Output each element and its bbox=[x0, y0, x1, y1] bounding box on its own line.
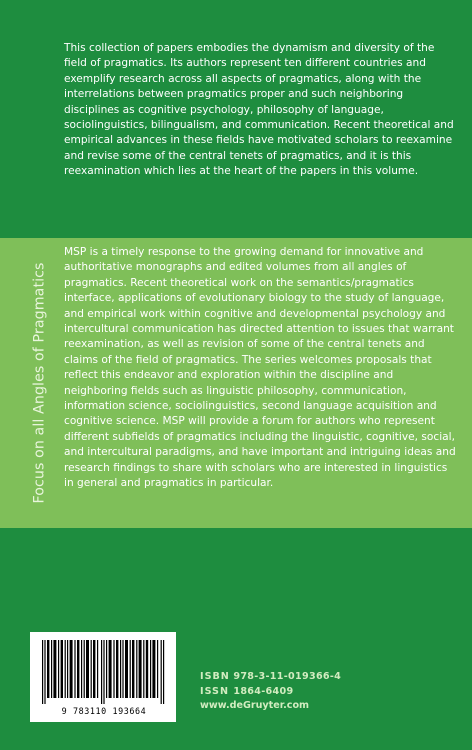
issn-label: ISSN bbox=[200, 685, 229, 697]
book-description bbox=[64, 41, 454, 180]
issn-value: 1864-6409 bbox=[233, 685, 294, 697]
barcode-digits: 9 783110 193664 bbox=[61, 706, 147, 716]
isbn-label: ISBN bbox=[200, 671, 230, 682]
barcode bbox=[30, 632, 176, 722]
issn-row bbox=[200, 685, 341, 700]
barcode-bars bbox=[40, 640, 168, 704]
series-description-text: MSP is a timely response to the growing demand for innovative and authoritative monographs and edited volumes from all angles of pragmatics. Recent theoretical work on the semantics/pragmatics interface, applications of evolutionary biology to the study of language, and empirical work within cognitive and developmental psychology and intercultural communication has directed attention to issues that warrant reexamination, as well as revision of some of the central tenets and claims of the field of pragmatics. The series welcomes proposals that reflect this endeavor and exploration within the discipline and neighboring fields such as linguistic philosophy, communication, information science, sociolinguistics, second language acquisition and cognitive science. MSP will provide a forum for authors who represent different subfields of pragmatics including the linguistic, cognitive, social, and intercultural paradigms, and have important and intriguing ideas and research findings to share with scholars who are interested in linguistics in general and pragmatics in particular. bbox=[64, 246, 456, 490]
publication-info bbox=[200, 670, 341, 714]
series-description bbox=[64, 245, 460, 492]
publisher-website: www.deGruyter.com bbox=[200, 700, 310, 711]
isbn-value: 978-3-11-019366-4 bbox=[233, 671, 342, 682]
series-title-text: Focus on all Angles of Pragmatics bbox=[32, 262, 49, 504]
series-title-vertical bbox=[26, 238, 54, 528]
isbn-row bbox=[200, 670, 341, 685]
book-description-text: This collection of papers embodies the dynamism and diversity of the field of pragmatics. Its authors represent ten different countries and exemplify research across all aspects of pragmatics, along with the interrelations between pragmatics proper and such neighboring disciplines as cognitive psychology, philosophy of language, sociolinguistics, bilingualism, and communication. Recent theoretical and empirical advances in these fields have motivated scholars to reexamine and revise some of the central tenets of pragmatics, and it is this reexamination which lies at the heart of the papers in this volume. bbox=[64, 42, 454, 178]
